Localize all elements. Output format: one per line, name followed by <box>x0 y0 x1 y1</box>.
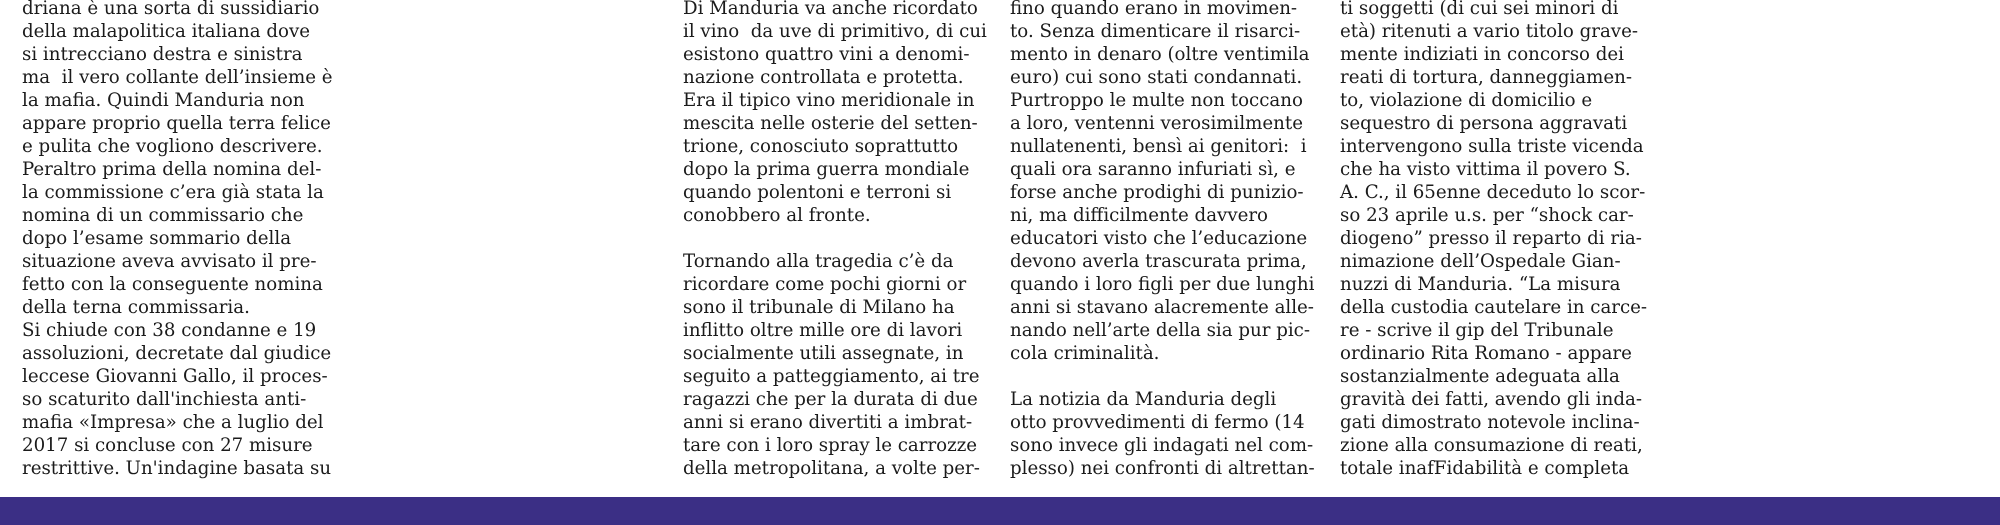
article-text-line: 2017 si concluse con 27 misure <box>22 435 313 456</box>
article-text-line: driana è una sorta di sussidiario <box>22 0 320 19</box>
article-text-line: dopo l’esame sommario della <box>22 228 292 249</box>
article-text-line: La notizia da Manduria degli <box>1010 389 1277 410</box>
article-text-line: Si chiude con 38 condanne e 19 <box>22 320 317 341</box>
article-text-line: che ha visto vittima il povero S. <box>1340 159 1631 180</box>
article-text-line: della custodia cautelare in carce- <box>1340 297 1648 318</box>
paragraph-break <box>683 227 987 250</box>
footer-color-bar <box>0 497 2000 525</box>
article-text-line: totale inafFidabilità e completa <box>1340 458 1630 479</box>
article-text-line: sostanzialmente adeguata alla <box>1340 366 1620 387</box>
article-text-line: fino quando erano in movimen- <box>1010 0 1298 19</box>
article-text-line: situazione aveva avvisato il pre- <box>22 251 317 272</box>
article-text-line: to, violazione di domicilio e <box>1340 90 1593 111</box>
article-text-line: to. Senza dimenticare il risarci- <box>1010 21 1301 42</box>
article-text-line: reati di tortura, danneggiamen- <box>1340 67 1633 88</box>
article-text-line: zione alla consumazione di reati, <box>1340 435 1643 456</box>
article-column-4 <box>1340 0 1647 480</box>
article-text-line: Era il tipico vino meridionale in <box>683 90 975 111</box>
article-text-line: A. C., il 65enne deceduto lo scor- <box>1340 182 1646 203</box>
article-text-line: anni si erano divertiti a imbrat- <box>683 412 973 433</box>
article-text-line: assoluzioni, decretate dal giudice <box>22 343 332 364</box>
article-text-line: tare con i loro spray le carrozze <box>683 435 978 456</box>
article-text-line: socialmente utili assegnate, in <box>683 343 964 364</box>
article-text-line: quando polentoni e terroni si <box>683 182 952 203</box>
article-column-3 <box>1010 0 1315 480</box>
article-text-line: nomina di un commissario che <box>22 205 304 226</box>
article-text-line: mafia «Impresa» che a luglio del <box>22 412 324 433</box>
article-text-line: età) ritenuti a vario titolo grave- <box>1340 21 1638 42</box>
article-text-line: della metropolitana, a volte per- <box>683 458 980 479</box>
article-text-line: anni si stavano alacremente alle- <box>1010 297 1314 318</box>
article-text-line: restrittive. Un'indagine basata su <box>22 458 332 479</box>
article-text-line: appare proprio quella terra felice <box>22 113 331 134</box>
article-text-line: dopo la prima guerra mondiale <box>683 159 970 180</box>
article-text-line: inflitto oltre mille ore di lavori <box>683 320 963 341</box>
article-text-line: euro) cui sono stati condannati. <box>1010 67 1303 88</box>
article-text-line: forse anche prodighi di punizio- <box>1010 182 1304 203</box>
article-text-line: sono invece gli indagati nel com- <box>1010 435 1314 456</box>
article-text-line: quando i loro figli per due lunghi <box>1010 274 1315 295</box>
article-text-line: la mafia. Quindi Manduria non <box>22 90 305 111</box>
article-text-line: otto provvedimenti di fermo (14 <box>1010 412 1305 433</box>
article-text-line: si intrecciano destra e sinistra <box>22 44 303 65</box>
article-text-line: esistono quattro vini a denomi- <box>683 44 970 65</box>
article-text-line: diogeno” presso il reparto di ria- <box>1340 228 1642 249</box>
article-text-line: sequestro di persona aggravati <box>1340 113 1628 134</box>
article-text-line: nazione controllata e protetta. <box>683 67 964 88</box>
article-text-line: leccese Giovanni Gallo, il proces- <box>22 366 328 387</box>
article-text-line: e pulita che vogliono descrivere. <box>22 136 323 157</box>
paragraph-break <box>1010 365 1315 388</box>
article-text-line: so 23 aprile u.s. per “shock car- <box>1340 205 1634 226</box>
article-text-line: mescita nelle osterie del setten- <box>683 113 978 134</box>
article-text-line: ti soggetti (di cui sei minori di <box>1340 0 1619 19</box>
article-text-line: Purtroppo le multe non toccano <box>1010 90 1303 111</box>
article-text-line: devono averla trascurata prima, <box>1010 251 1307 272</box>
article-text-line: ni, ma difficilmente davvero <box>1010 205 1268 226</box>
article-text-line: sono il tribunale di Milano ha <box>683 297 955 318</box>
article-text-line: gravità dei fatti, avendo gli inda- <box>1340 389 1642 410</box>
article-text-line: nando nell’arte della sia pur pic- <box>1010 320 1310 341</box>
article-text-line: il vino da uve di primitivo, di cui <box>683 21 987 42</box>
article-text-line: fetto con la conseguente nomina <box>22 274 323 295</box>
article-text-line: nullatenenti, bensì ai genitori: i <box>1010 136 1307 157</box>
article-text-line: re - scrive il gip del Tribunale <box>1340 320 1614 341</box>
article-text-line: la commissione c’era già stata la <box>22 182 324 203</box>
article-text-line: Peraltro prima della nomina del- <box>22 159 322 180</box>
article-text-line: cola criminalità. <box>1010 343 1160 364</box>
article-text-line: gati dimostrato notevole inclina- <box>1340 412 1640 433</box>
article-text-line: conobbero al fronte. <box>683 205 871 226</box>
article-text-line: ma il vero collante dell’insieme è <box>22 67 333 88</box>
article-text-line: so scaturito dall'inchiesta anti- <box>22 389 307 410</box>
article-text-line: nuzzi di Manduria. “La misura <box>1340 274 1621 295</box>
article-text-line: della malapolitica italiana dove <box>22 21 310 42</box>
article-text-line: educatori visto che l’educazione <box>1010 228 1308 249</box>
article-text-line: nimazione dell’Ospedale Gian- <box>1340 251 1621 272</box>
article-text-line: plesso) nei confronti di altrettan- <box>1010 458 1315 479</box>
article-text-line: della terna commissaria. <box>22 297 250 318</box>
article-text-line: ordinario Rita Romano - appare <box>1340 343 1632 364</box>
article-text-line: intervengono sulla triste vicenda <box>1340 136 1644 157</box>
article-text-line: ragazzi che per la durata di due <box>683 389 978 410</box>
article-text-line: Tornando alla tragedia c’è da <box>683 251 954 272</box>
article-text-line: trione, conosciuto soprattutto <box>683 136 959 157</box>
article-text-line: Di Manduria va anche ricordato <box>683 0 978 19</box>
article-text-line: quali ora saranno infuriati sì, e <box>1010 159 1296 180</box>
article-text-line: ricordare come pochi giorni or <box>683 274 967 295</box>
article-column-1 <box>22 0 333 480</box>
article-text-line: seguito a patteggiamento, ai tre <box>683 366 980 387</box>
article-text-line: a loro, ventenni verosimilmente <box>1010 113 1303 134</box>
article-text-line: mente indiziati in concorso dei <box>1340 44 1624 65</box>
article-text-line: mento in denaro (oltre ventimila <box>1010 44 1310 65</box>
article-column-2 <box>683 0 987 480</box>
